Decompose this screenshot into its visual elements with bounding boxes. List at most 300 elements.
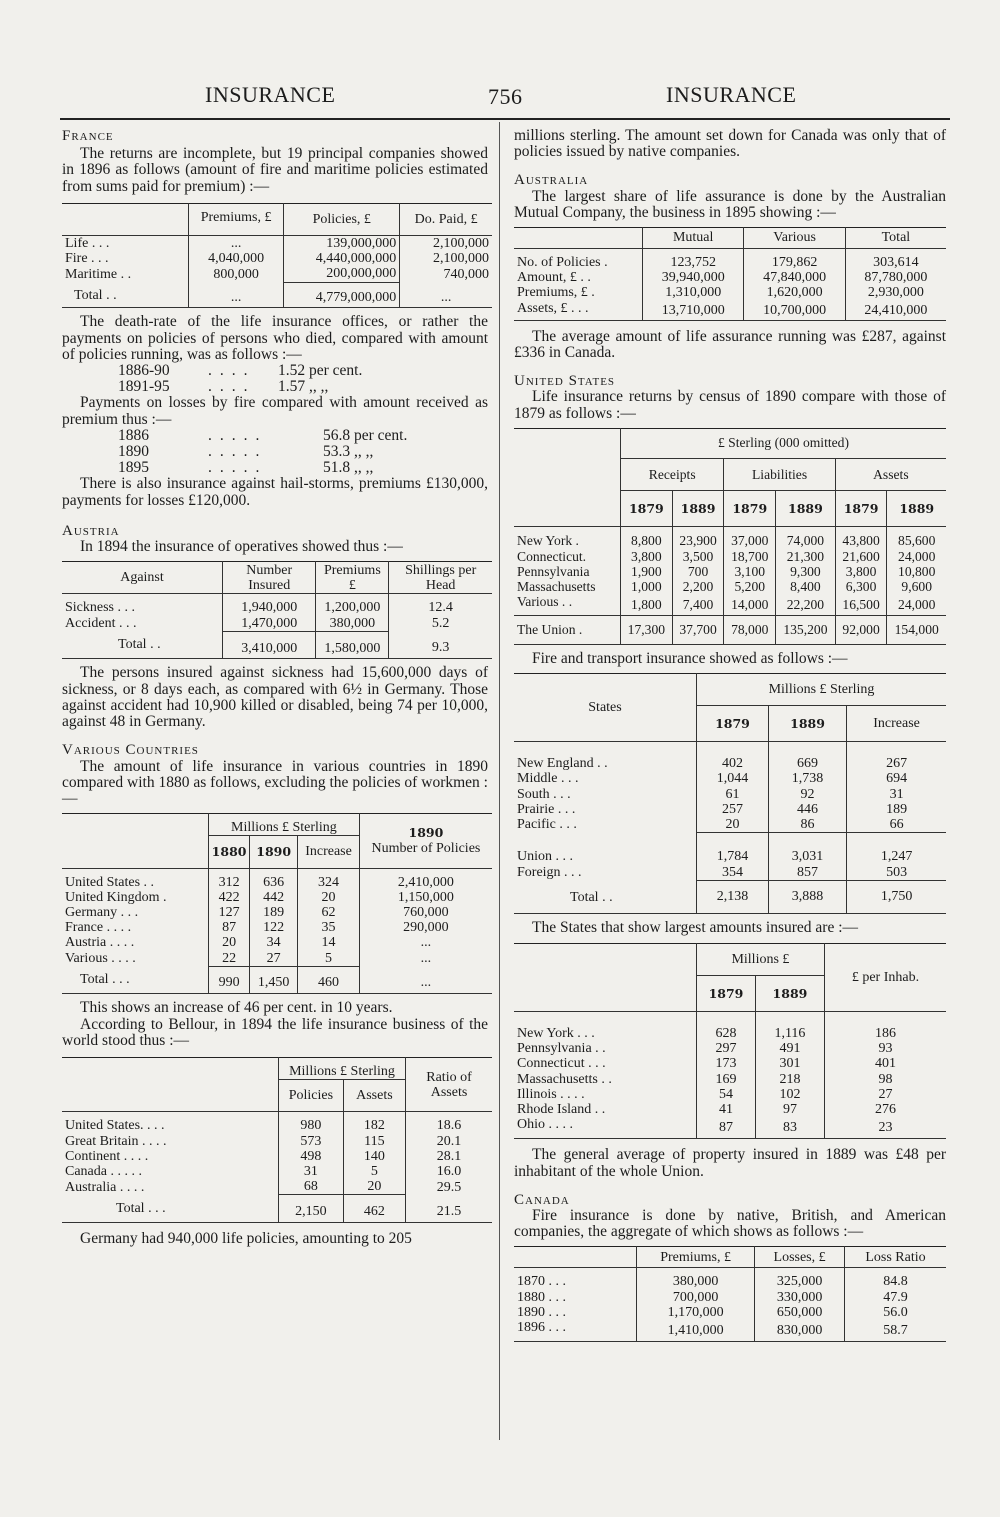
table-cell: 23,900 [672,527,724,549]
us-group-header: £ Sterling (000 omitted) [621,428,947,458]
table-cell: 297 [697,1041,756,1056]
germany-text: Germany had 940,000 life policies, amounting to 205 [80,1230,412,1248]
table-row-label: Great Britain . . . . [65,1133,167,1149]
canada-heading: Canada [514,1191,570,1208]
various-table [62,813,492,994]
table-row-label: Pennsylvania [517,563,590,579]
table-cell: 97 [756,1102,825,1117]
table-cell: 3,100 [724,564,776,579]
table-cell: 127 [209,905,250,920]
table-cell: 8,800 [621,527,673,549]
left-column [62,128,488,1247]
table-total-label: Total . . . [116,1200,166,1216]
table-row-label: United States. . . . [65,1118,165,1134]
continuation-text: millions sterling. The amount set down for Canada was only that of policies issued by native companies. [514,127,946,161]
austria-col-number: Number Insured [223,562,316,594]
table-cell: 830,000 [755,1320,845,1342]
table-row-label: Prairie . . . [517,801,576,817]
canada-col-premiums: Premiums, £ [637,1247,755,1268]
various-col4-label: Number of Policies [371,840,481,856]
table-cell: 324 [298,868,360,890]
various-col4-year: 1890 [408,824,444,840]
table-row-label: Premiums, £ . [517,285,595,301]
table-cell: 303,614 [845,249,946,271]
table-row-label: Fire . . . [65,251,109,267]
austria-col-premiums: Premiums £ [316,562,389,594]
table-cell: 189 [847,802,946,817]
australia-heading: Australia [514,172,589,189]
us-intro: Life insurance returns by census of 1890 compare with those of 1879 as follows :— [514,388,946,422]
table-cell: 122 [250,920,298,935]
table-row-label: Rhode Island . . [517,1102,606,1118]
table-cell: 2,138 [697,880,769,914]
table-row-label: Assets, £ . . . [517,300,589,316]
table-cell: 93 [824,1041,946,1056]
table-cell: 5 [298,951,360,967]
table-cell: 573 [279,1134,344,1149]
table-cell: 37,700 [672,616,724,644]
table-cell: 694 [847,771,946,786]
austria-col-against: Against [120,570,164,586]
us-year: 1889 [672,491,724,527]
table-cell: 9,600 [887,579,946,594]
table-total-label: The Union . [517,622,583,638]
table-cell: 154,000 [887,616,946,644]
australia-text: The average amount of life assurance running was £287, against £336 in Canada. [514,327,946,362]
france-heading: France [62,128,114,144]
table-cell: 4,779,000,000 [284,282,400,308]
bellour-group-header: Millions £ Sterling [279,1058,406,1080]
table-cell: 9,300 [776,564,836,579]
table-cell: 14,000 [724,594,776,616]
canada-col-losses: Losses, £ [755,1247,845,1268]
table-cell: 1,580,000 [316,631,389,659]
table-cell: 422 [209,890,250,905]
table-row-label: Germany . . . [65,904,139,920]
fire-transport-table [514,673,946,915]
table-cell: 503 [847,865,946,881]
table-cell: 312 [209,868,250,890]
bellour-col-ratio: Ratio of Assets [406,1058,493,1112]
table-cell: 1,470,000 [223,616,316,632]
table-row-label: 1896 . . . [517,1320,566,1336]
table-cell: 34 [250,935,298,950]
table-cell: 636 [250,868,298,890]
table-cell: 4,040,000 [189,251,284,266]
table-cell: 20 [343,1179,405,1195]
us-year: 1879 [621,491,673,527]
table-cell: 23 [824,1117,946,1139]
table-total-label: Total . . [118,637,161,653]
table-cell: 2,410,000 [359,868,492,890]
table-row-label: Sickness . . . [65,600,135,616]
running-head-right: INSURANCE [666,82,797,107]
fire-col-increase: Increase [847,706,946,742]
fire-list: 1886 ..... 56.8 per cent. 1890 ..... 53.3 ,, ,, 1895 ..... 51.8 ,, ,, [118,426,408,477]
table-cell: 16,500 [835,594,887,616]
table-cell: 1,170,000 [637,1305,755,1320]
table-cell: 21,300 [776,549,836,564]
table-cell: 3,800 [621,549,673,564]
table-cell: 5 [343,1164,405,1179]
various-col-increase: Increase [298,836,360,868]
table-cell: 380,000 [316,616,389,632]
deathrate-text: The death-rate of the life insurance offices, or rather the payments on policies of persons who died, compared with amount of policies running, was as follows :— [62,313,488,363]
australia-col-total: Total [845,228,946,249]
table-cell: 18.6 [406,1112,493,1134]
table-cell: 1,200,000 [316,594,389,616]
table-cell: 28.1 [406,1149,493,1164]
table-cell: 290,000 [359,920,492,935]
table-cell: 56.0 [845,1305,947,1320]
table-cell: 14 [298,935,360,950]
table-cell: 6,300 [835,579,887,594]
table-cell: 257 [697,802,769,817]
table-cell: 5.2 [389,616,492,632]
table-cell: 24,000 [887,549,946,564]
table-cell: 628 [697,1012,756,1042]
table-cell: 74,000 [776,527,836,549]
table-cell: 330,000 [755,1290,845,1305]
states-col-1889: 1889 [756,975,825,1011]
list-item-value: 56.8 per cent. [323,426,408,444]
table-row-label: Illinois . . . . [517,1086,585,1102]
list-item-year: 1891-95 [118,378,170,396]
france-col-premiums: Premiums, £ [189,203,284,235]
table-row-label: Massachusetts [517,579,596,595]
france-table [62,203,492,309]
table-row-label: Maritime . . [65,266,132,282]
table-cell: 2,100,000 [400,251,492,266]
table-cell: 78,000 [724,616,776,644]
list-item-value: 51.8 ,, ,, [323,459,374,477]
table-cell: 990 [209,966,250,994]
table-cell: 87 [209,920,250,935]
table-cell: 13,710,000 [643,301,744,321]
table-cell: 179,862 [744,249,845,271]
table-cell: 24,410,000 [845,301,946,321]
table-cell: 24,000 [887,594,946,616]
table-cell: 189 [250,905,298,920]
states-col-inhab: £ per Inhab. [824,943,946,1011]
us-sub-assets: Assets [835,459,946,491]
bellour-text: According to Bellour, in 1894 the life insurance business of the world stood thus :— [62,1015,488,1049]
list-item-year: 1886-90 [118,361,170,379]
various-heading: Various Countries [62,742,199,759]
page-number: 756 [488,84,523,109]
table-cell: 20 [697,817,769,833]
table-cell: 700 [672,564,724,579]
table-cell: 21,600 [835,549,887,564]
table-cell: 857 [768,865,846,881]
bellour-col-assets: Assets [343,1080,405,1112]
table-cell: 650,000 [755,1305,845,1320]
fire-transport-text: Fire and transport insurance showed as follows :— [532,649,848,667]
table-row-label: New York . [517,533,579,549]
table-cell: 442 [250,890,298,905]
france-col-policies: Policies, £ [284,203,400,235]
table-cell: 267 [847,742,946,772]
table-cell: 169 [697,1072,756,1087]
table-cell: 354 [697,865,769,881]
table-cell: 54 [697,1087,756,1102]
table-cell: ... [359,966,492,994]
table-cell: 123,752 [643,249,744,271]
various-group-header: Millions £ Sterling [209,814,360,836]
austria-table [62,561,492,659]
table-row-label: Massachusetts . . [517,1071,612,1087]
table-cell: 66 [847,817,946,833]
table-cell: 3,410,000 [223,631,316,659]
table-cell: 1,116 [756,1012,825,1042]
fire-text: Payments on losses by fire compared with amount received as premium thus :— [62,394,488,428]
table-cell: 1,410,000 [637,1320,755,1342]
fire-stub-header: States [588,699,622,715]
table-cell: 58.7 [845,1320,947,1342]
table-row-label: Connecticut . . . [517,1056,606,1072]
table-row-label: 1880 . . . [517,1289,566,1305]
table-total-label: Total . . [570,890,613,906]
table-cell: 1,450 [250,966,298,994]
table-cell: 31 [847,787,946,802]
table-row-label: 1890 . . . [517,1304,566,1320]
list-item-year: 1890 [118,442,149,460]
various-col-1880: 1880 [209,836,250,868]
table-row-label: New York . . . [517,1026,595,1042]
table-cell: 86 [768,817,846,833]
us-year: 1889 [887,491,946,527]
us-year: 1879 [724,491,776,527]
table-cell: 84.8 [845,1268,947,1290]
table-row-label: Various . . [517,594,573,610]
table-cell: 460 [298,966,360,994]
table-cell: 173 [697,1056,756,1071]
table-cell: 380,000 [637,1268,755,1290]
australia-col-mutual: Mutual [643,228,744,249]
table-cell: 3,800 [835,564,887,579]
table-total-label: Total . . [74,288,117,304]
various-col-1890: 1890 [250,836,298,868]
running-head-left: INSURANCE [205,82,336,107]
list-item-year: 1895 [118,459,149,477]
table-row-label: No. of Policies . [517,255,608,271]
table-cell: 10,700,000 [744,301,845,321]
table-cell: 218 [756,1072,825,1087]
list-item-year: 1886 [118,426,149,444]
table-cell: 10,800 [887,564,946,579]
table-cell: ... [189,236,284,252]
list-item-value: 1.52 per cent. [278,361,363,379]
increase-text: This shows an increase of 46 per cent. in 10 years. [80,999,393,1017]
table-row-label: Accident . . . [65,615,137,631]
table-cell: 491 [756,1041,825,1056]
table-cell: 87 [697,1117,756,1139]
table-cell: 1,784 [697,833,769,865]
table-cell: 1,247 [847,833,946,865]
table-cell: 462 [343,1195,405,1223]
table-cell: 47,840,000 [744,270,845,285]
table-cell: 1,044 [697,771,769,786]
deathrate-list: 1886-90 .... 1.52 per cent. 1891-95 .... 1.57 ,, ,, [118,361,363,396]
table-cell: 16.0 [406,1164,493,1179]
table-cell: 31 [279,1164,344,1179]
table-cell: 402 [697,742,769,772]
table-cell: 446 [768,802,846,817]
table-cell: 800,000 [189,266,284,282]
table-cell: ... [359,951,492,967]
table-cell: 21.5 [406,1195,493,1223]
various-intro: The amount of life insurance in various countries in 1890 compared with 1880 as follows, excluding the policies of workmen :— [62,757,488,807]
table-row-label: Connecticut. [517,548,587,564]
table-cell: 83 [756,1117,825,1139]
table-cell: 1,150,000 [359,890,492,905]
table-row-label: Ohio . . . . [517,1117,573,1133]
austria-text: The persons insured against sickness had 15,600,000 days of sickness, or 8 days each, as compared with 6½ in Germany. Those against accident had 10,900 killed or disabled, being 74 per 10,000, against 48 in Germany. [62,664,488,731]
table-cell: 2,150 [279,1195,344,1223]
table-cell: 3,888 [768,880,846,914]
table-cell: 301 [756,1056,825,1071]
list-item-value: 1.57 ,, ,, [278,378,329,396]
table-row-label: Pennsylvania . . [517,1041,606,1057]
list-item-value: 53.3 ,, ,, [323,442,374,460]
hail-text: There is also insurance against hail-storms, premiums £130,000, payments for losses £120,000. [62,475,488,509]
table-cell: 92 [768,787,846,802]
australia-table [514,227,946,321]
table-cell: 20 [298,890,360,905]
bellour-col-policies: Policies [279,1080,344,1112]
table-cell: 22 [209,951,250,967]
table-cell: 740,000 [400,266,492,282]
table-cell: 5,200 [724,579,776,594]
states-col-1879: 1879 [697,975,756,1011]
table-cell: 1,750 [847,880,946,914]
us-heading: United States [514,373,616,390]
table-cell: 182 [343,1112,405,1134]
table-cell: 27 [824,1087,946,1102]
table-cell: ... [400,282,492,308]
table-cell: ... [189,282,284,308]
table-cell: 1,000 [621,579,673,594]
table-row-label: Austria . . . . [65,935,135,951]
table-cell: 3,031 [768,833,846,865]
right-column [514,128,946,1342]
table-cell: 401 [824,1056,946,1071]
us-life-table [514,428,946,645]
table-cell: 1,800 [621,594,673,616]
table-cell: 1,310,000 [643,285,744,300]
table-row-label: Foreign . . . [517,864,582,880]
table-cell: 43,800 [835,527,887,549]
states-group-header: Millions £ [697,943,825,975]
table-cell: ... [359,935,492,950]
table-cell: 37,000 [724,527,776,549]
france-intro: The returns are incomplete, but 19 principal companies showed in 1896 as follows (amount of fire and maritime policies estimated from sums paid for premium) :— [62,145,488,195]
table-cell: 3,500 [672,549,724,564]
table-cell: 41 [697,1102,756,1117]
table-cell: 35 [298,920,360,935]
table-cell: 18,700 [724,549,776,564]
table-cell: 1,738 [768,771,846,786]
table-cell: 135,200 [776,616,836,644]
fire-col-1879: 1879 [697,706,769,742]
france-col-paid: Do. Paid, £ [400,203,492,235]
table-cell: 115 [343,1134,405,1149]
australia-col-various: Various [744,228,845,249]
table-cell: 1,940,000 [223,594,316,616]
table-cell: 9.3 [389,631,492,659]
table-cell: 186 [824,1012,946,1042]
table-cell: 22,200 [776,594,836,616]
table-cell: 39,940,000 [643,270,744,285]
table-cell: 47.9 [845,1290,947,1305]
table-row-label: France . . . . [65,920,132,936]
table-cell: 980 [279,1112,344,1134]
table-cell: 102 [756,1087,825,1102]
table-cell: 498 [279,1149,344,1164]
table-cell: 4,440,000,000 [284,251,400,266]
table-cell: 27 [250,951,298,967]
table-row-label: Australia . . . . [65,1179,145,1195]
table-row-label: Various . . . . [65,950,136,966]
table-cell: 2,930,000 [845,285,946,300]
table-row-label: United States . . [65,874,155,890]
canada-intro: Fire insurance is done by native, British, and American companies, the aggregate of which shows as follows :— [514,1207,946,1241]
table-cell: 325,000 [755,1268,845,1290]
table-cell: 20.1 [406,1134,493,1149]
table-row-label: 1870 . . . [517,1274,566,1290]
table-cell: 140 [343,1149,405,1164]
table-cell: 200,000,000 [284,266,400,282]
us-year: 1889 [776,491,836,527]
table-cell: 17,300 [621,616,673,644]
table-cell: 8,400 [776,579,836,594]
table-cell: 1,900 [621,564,673,579]
fire-col-1889: 1889 [768,706,846,742]
bellour-table [62,1057,492,1223]
austria-col-shillings: Shillings per Head [389,562,492,594]
table-row-label: New England . . [517,756,608,772]
header-rule [60,118,950,120]
table-cell: 29.5 [406,1179,493,1195]
table-row-label: Amount, £ . . [517,270,591,286]
table-cell: 760,000 [359,905,492,920]
table-cell: 669 [768,742,846,772]
canada-table [514,1246,946,1342]
table-cell: 98 [824,1072,946,1087]
canada-col-ratio: Loss Ratio [845,1247,947,1268]
average-text: The general average of property insured in 1889 was £48 per inhabitant of the whole Union. [514,1146,946,1180]
table-row-label: Pacific . . . [517,817,577,833]
table-cell: 20 [209,935,250,950]
australia-intro: The largest share of life assurance is done by the Australian Mutual Company, the business in 1895 showing :— [514,187,946,221]
column-divider [499,122,500,1440]
table-row-label: Continent . . . . [65,1148,149,1164]
fire-group-header: Millions £ Sterling [697,673,947,705]
table-cell: 92,000 [835,616,887,644]
table-cell: 700,000 [637,1290,755,1305]
us-year: 1879 [835,491,887,527]
table-cell: 2,200 [672,579,724,594]
table-row-label: United Kingdom . [65,889,167,905]
table-cell: 85,600 [887,527,946,549]
table-row-label: South . . . [517,786,571,802]
table-cell: 276 [824,1102,946,1117]
table-row-label: Middle . . . [517,771,579,787]
table-cell: 12.4 [389,594,492,616]
austria-heading: Austria [62,522,120,539]
table-cell: 61 [697,787,769,802]
us-sub-receipts: Receipts [621,459,724,491]
